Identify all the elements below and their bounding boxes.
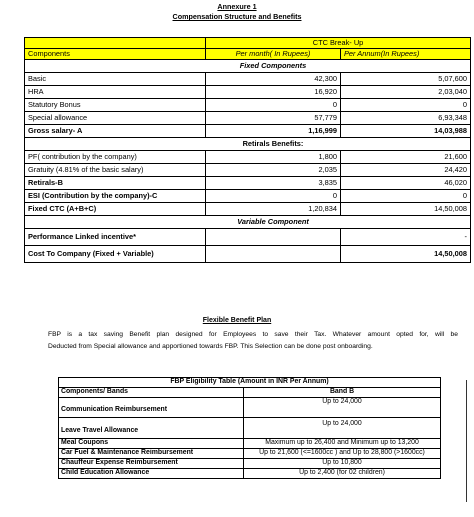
per-annum-header: Per Annum(In Rupees) (341, 49, 471, 60)
fbp-para-line-1: FBP is a tax saving Benefit plan designed for Employees to save their Tax. Whatever amount opted for, will be (48, 331, 458, 338)
components-header: Components (25, 49, 206, 60)
table-row: Meal Coupons Maximum up to 26,400 and Minimum up to 13,200 (59, 439, 441, 449)
gross-salary-row: Gross salary- A 1,16,999 14,03,988 (25, 125, 471, 138)
fbp-table-title: FBP Eligibility Table (Amount in INR Per Annum) (59, 378, 441, 388)
table-row: Leave Travel Allowance Up to 24,000 (59, 418, 441, 439)
ctc-breakup-header: CTC Break- Up (206, 38, 471, 49)
fixed-components-label: Fixed Components (206, 60, 341, 73)
performance-row: Performance Linked incentive* - (25, 229, 471, 246)
table-row: Child Education Allowance Up to 2,400 (for 02 children) (59, 469, 441, 479)
table-row: Communication Reimbursement Up to 24,000 (59, 398, 441, 418)
annexure-title: Annexure 1 (217, 2, 257, 11)
fbp-paragraph (48, 329, 458, 352)
table-row: HRA 16,920 2,03,040 (25, 86, 471, 99)
table-row: PF( contribution by the company) 1,800 21,600 (25, 151, 471, 164)
table-row: Basic 42,300 5,07,600 (25, 73, 471, 86)
fbp-title: Flexible Benefit Plan (202, 317, 272, 324)
fbp-band-header: Band B (244, 388, 441, 398)
esi-row: ESI (Contribution by the company)-C 0 0 (25, 190, 471, 203)
fixed-ctc-row: Fixed CTC (A+B+C) 1,20,834 14,50,008 (25, 203, 471, 216)
fbp-para-line-2: Deducted from Special allowance and apportioned towards FBP. This Selection can be done post onboarding. (48, 342, 373, 350)
table-row: Gratuity (4.81% of the basic salary) 2,035 24,420 (25, 164, 471, 177)
retirals-b-row: Retirals-B 3,835 46,020 (25, 177, 471, 190)
table-row: Chauffeur Expense Reimbursement Up to 10,800 (59, 459, 441, 469)
page-border-line (466, 380, 467, 502)
cost-to-company-row: Cost To Company (Fixed + Variable) 14,50,008 (25, 246, 471, 263)
ctc-table (24, 37, 471, 263)
table-row: Car Fuel & Maintenance Reimbursement Up to 21,600 (<=1600cc ) and Up to 28,800 (>1600cc) (59, 449, 441, 459)
per-month-header: Per month( In Rupees) (206, 49, 341, 60)
variable-component-label: Variable Component (206, 216, 341, 229)
fbp-eligibility-table (58, 377, 441, 479)
annexure-subtitle: Compensation Structure and Benefits (172, 12, 302, 21)
retirals-label: Retirals Benefits: (206, 138, 341, 151)
table-row: Special allowance 57,779 6,93,348 (25, 112, 471, 125)
table-row: Statutory Bonus 0 0 (25, 99, 471, 112)
fbp-components-header: Components/ Bands (59, 388, 244, 398)
